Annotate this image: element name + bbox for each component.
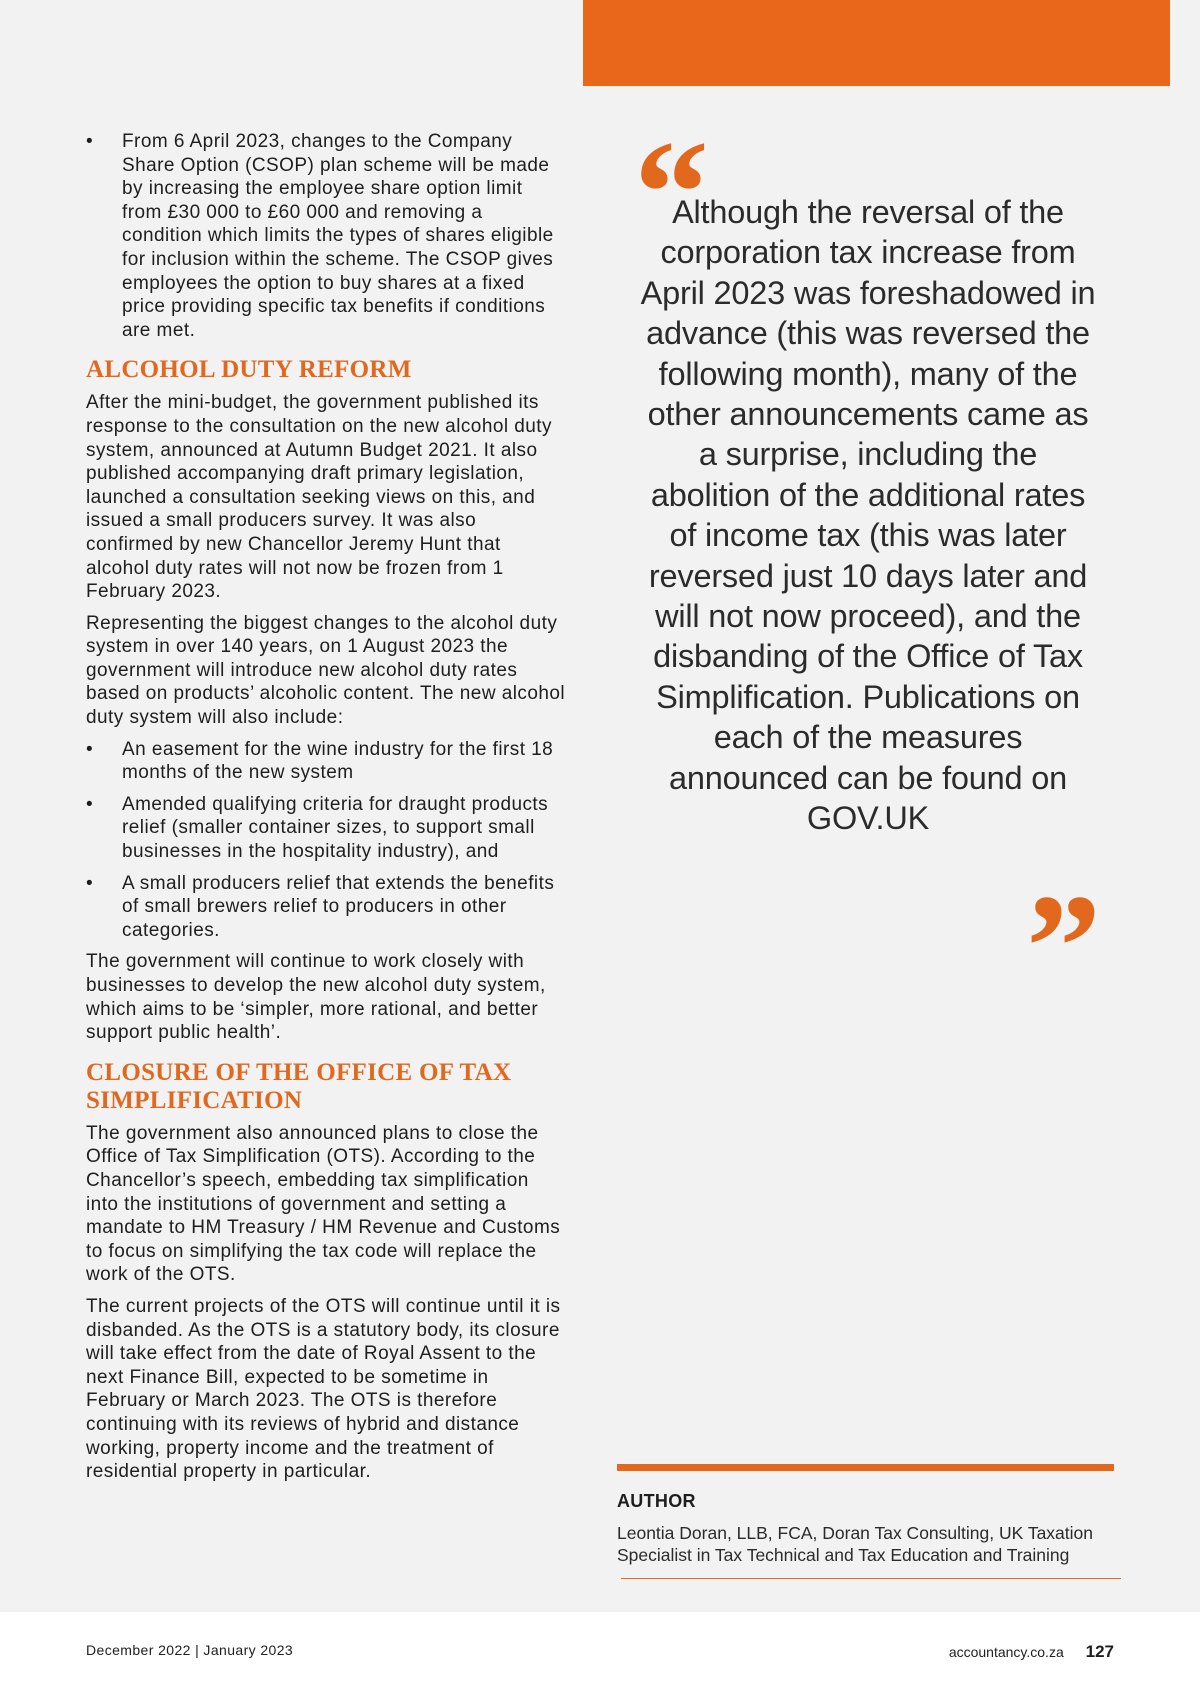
pull-quote: Although the reversal of the corporation tax increase from April 2023 was foreshadowed in advance (this was reversed the following month), many of the other announcements came as a surprise, including the abolition of the additional rates of income tax (this was later reversed just 10 days later and will not now proceed), and the disbanding of the Office of Tax Simplification. Publications on each of the measures announced can be found on GOV.UK — [640, 194, 1096, 837]
intro-bullet-list — [86, 130, 566, 342]
close-quote-icon: ” — [1026, 864, 1101, 1030]
paragraph: After the mini-budget, the government published its response to the consultation on the new alcohol duty system, announced at Autumn Budget 2021. It also published accompanying draft primary legislation, launched a consultation seeking views on this, and issued a small producers survey. It was also confirmed by new Chancellor Jeremy Hunt that alcohol duty rates will not now be frozen from 1 February 2023. — [86, 392, 552, 603]
author-divider — [621, 1578, 1121, 1579]
author-bio: Leontia Doran, LLB, FCA, Doran Tax Consulting, UK Taxation Specialist in Tax Technical and Tax Education and Training — [617, 1523, 1094, 1565]
header-accent-bar — [583, 0, 1170, 86]
section-heading-alcohol: ALCOHOL DUTY REFORM — [86, 356, 412, 384]
issue-date: December 2022 | January 2023 — [86, 1642, 294, 1658]
list-item: • Amended qualifying criteria for draught products relief (smaller container sizes, to support small businesses in the hospitality industry), and — [86, 793, 566, 864]
paragraph: Representing the biggest changes to the alcohol duty system in over 140 years, on 1 August 2023 the government will introduce new alcohol duty rates based on products’ alcoholic content. The new alcohol duty system will also include: — [86, 612, 566, 729]
alcohol-bullet-list — [86, 738, 566, 943]
author-box — [617, 1464, 1114, 1579]
article-body — [86, 130, 566, 1492]
list-item: • A small producers relief that extends the benefits of small brewers relief to producers in other categories. — [86, 872, 566, 943]
page-footer — [0, 1612, 1200, 1696]
section-heading-ots: CLOSURE OF THE OFFICE OF TAX SIMPLIFICATION — [86, 1058, 512, 1114]
page-number: 127 — [1085, 1642, 1114, 1661]
list-item: • From 6 April 2023, changes to the Company Share Option (CSOP) plan scheme will be made by increasing the employee share option limit from £30 000 to £60 000 and removing a condition which limits the types of shares eligible for inclusion within the scheme. The CSOP gives employees the option to buy shares at a fixed price providing specific tax benefits if conditions are met. — [86, 130, 566, 342]
paragraph: The government also announced plans to close the Office of Tax Simplification (OTS). According to the Chancellor’s speech, embedding tax simplification into the institutions of government and setting a mandate to HM Treasury / HM Revenue and Customs to focus on simplifying the tax code will replace the work of the OTS. — [86, 1122, 561, 1286]
author-title: AUTHOR — [617, 1491, 696, 1511]
open-quote-icon: “ — [634, 110, 709, 276]
paragraph: The government will continue to work closely with businesses to develop the new alcohol duty system, which aims to be ‘simpler, more rational, and better support public health’. — [86, 951, 546, 1044]
footer-right — [949, 1642, 1114, 1662]
list-item: • An easement for the wine industry for the first 18 months of the new system — [86, 738, 566, 785]
site-url: accountancy.co.za — [948, 1644, 1064, 1660]
paragraph: The current projects of the OTS will continue until it is disbanded. As the OTS is a statutory body, its closure will take effect from the date of Royal Assent to the next Finance Bill, expected to be sometime in February or March 2023. The OTS is therefore continuing with its reviews of hybrid and distance working, property income and the treatment of residential property in particular. — [86, 1295, 561, 1483]
